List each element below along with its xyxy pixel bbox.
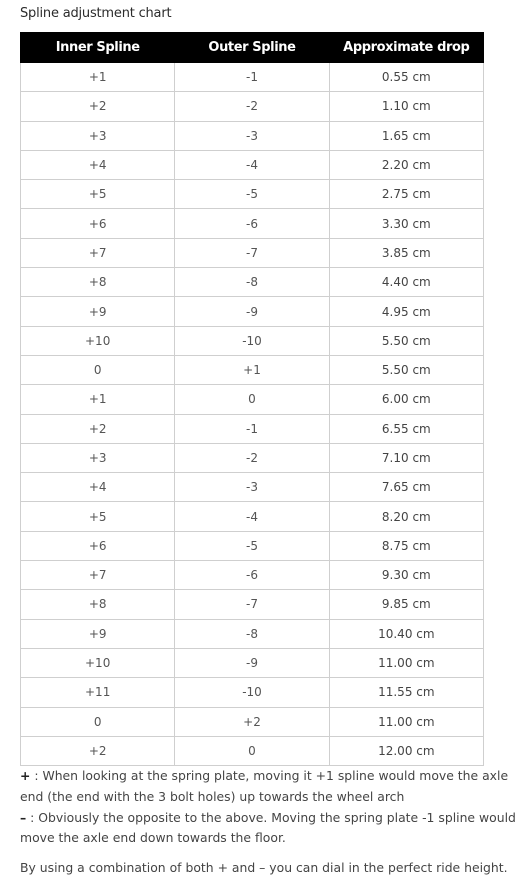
table-row bbox=[21, 736, 484, 765]
approximate-drop-cell: 7.65 cm bbox=[329, 473, 483, 502]
inner-spline-cell: +10 bbox=[21, 326, 175, 355]
outer-spline-cell: -10 bbox=[175, 678, 329, 707]
outer-spline-cell: -5 bbox=[175, 180, 329, 209]
column-header-inner-spline: Inner Spline bbox=[21, 33, 175, 63]
approximate-drop-cell: 4.40 cm bbox=[329, 268, 483, 297]
inner-spline-cell: +2 bbox=[21, 414, 175, 443]
approximate-drop-cell: 9.85 cm bbox=[329, 590, 483, 619]
inner-spline-cell: +5 bbox=[21, 180, 175, 209]
table-body bbox=[21, 63, 484, 766]
plus-note bbox=[20, 766, 520, 808]
inner-spline-cell: +9 bbox=[21, 297, 175, 326]
table-row bbox=[21, 414, 484, 443]
outer-spline-cell: -4 bbox=[175, 150, 329, 179]
inner-spline-cell: +9 bbox=[21, 619, 175, 648]
column-header-approximate-drop: Approximate drop bbox=[329, 33, 483, 63]
table-row bbox=[21, 121, 484, 150]
outer-spline-cell: -8 bbox=[175, 619, 329, 648]
table-header bbox=[21, 33, 484, 63]
inner-spline-cell: +11 bbox=[21, 678, 175, 707]
column-header-outer-spline: Outer Spline bbox=[175, 33, 329, 63]
outer-spline-cell: 0 bbox=[175, 736, 329, 765]
inner-spline-cell: +4 bbox=[21, 150, 175, 179]
outer-spline-cell: -9 bbox=[175, 297, 329, 326]
plus-symbol: + bbox=[20, 768, 31, 783]
outer-spline-cell: -1 bbox=[175, 414, 329, 443]
inner-spline-cell: +4 bbox=[21, 473, 175, 502]
approximate-drop-cell: 5.50 cm bbox=[329, 355, 483, 384]
outer-spline-cell: -6 bbox=[175, 209, 329, 238]
approximate-drop-cell: 3.30 cm bbox=[329, 209, 483, 238]
plus-note-text: : When looking at the spring plate, moving it +1 spline would move the axle end (the end with the 3 bolt holes) up towards the wheel arch bbox=[20, 768, 509, 804]
inner-spline-cell: +5 bbox=[21, 502, 175, 531]
outer-spline-cell: -3 bbox=[175, 473, 329, 502]
table-row bbox=[21, 648, 484, 677]
approximate-drop-cell: 10.40 cm bbox=[329, 619, 483, 648]
inner-spline-cell: +7 bbox=[21, 238, 175, 267]
inner-spline-cell: +1 bbox=[21, 385, 175, 414]
approximate-drop-cell: 5.50 cm bbox=[329, 326, 483, 355]
outer-spline-cell: -8 bbox=[175, 268, 329, 297]
approximate-drop-cell: 11.00 cm bbox=[329, 707, 483, 736]
table-row bbox=[21, 443, 484, 472]
minus-note-text: : Obviously the opposite to the above. Moving the spring plate -1 spline would move the axle end down towards the floor. bbox=[20, 809, 516, 846]
table-row bbox=[21, 707, 484, 736]
table-row bbox=[21, 561, 484, 590]
minus-note bbox=[20, 808, 520, 850]
inner-spline-cell: +8 bbox=[21, 268, 175, 297]
approximate-drop-cell: 4.95 cm bbox=[329, 297, 483, 326]
approximate-drop-cell: 12.00 cm bbox=[329, 736, 483, 765]
outer-spline-cell: -7 bbox=[175, 590, 329, 619]
outer-spline-cell: -6 bbox=[175, 561, 329, 590]
outer-spline-cell: +1 bbox=[175, 355, 329, 384]
inner-spline-cell: +6 bbox=[21, 209, 175, 238]
summary-note: By using a combination of both + and – you can dial in the perfect ride height. bbox=[20, 860, 508, 876]
inner-spline-cell: 0 bbox=[21, 355, 175, 384]
table-row bbox=[21, 238, 484, 267]
table-row bbox=[21, 150, 484, 179]
approximate-drop-cell: 1.10 cm bbox=[329, 92, 483, 121]
approximate-drop-cell: 2.75 cm bbox=[329, 180, 483, 209]
table-row bbox=[21, 619, 484, 648]
page-title: Spline adjustment chart bbox=[20, 6, 172, 21]
inner-spline-cell: +6 bbox=[21, 531, 175, 560]
outer-spline-cell: -9 bbox=[175, 648, 329, 677]
approximate-drop-cell: 7.10 cm bbox=[329, 443, 483, 472]
table-row bbox=[21, 502, 484, 531]
approximate-drop-cell: 2.20 cm bbox=[329, 150, 483, 179]
outer-spline-cell: -10 bbox=[175, 326, 329, 355]
outer-spline-cell: -3 bbox=[175, 121, 329, 150]
approximate-drop-cell: 11.00 cm bbox=[329, 648, 483, 677]
approximate-drop-cell: 3.85 cm bbox=[329, 238, 483, 267]
outer-spline-cell: -7 bbox=[175, 238, 329, 267]
inner-spline-cell: +3 bbox=[21, 443, 175, 472]
table-row bbox=[21, 531, 484, 560]
outer-spline-cell: -4 bbox=[175, 502, 329, 531]
table-row bbox=[21, 326, 484, 355]
outer-spline-cell: -2 bbox=[175, 443, 329, 472]
table-row bbox=[21, 590, 484, 619]
inner-spline-cell: 0 bbox=[21, 707, 175, 736]
approximate-drop-cell: 8.20 cm bbox=[329, 502, 483, 531]
approximate-drop-cell: 6.00 cm bbox=[329, 385, 483, 414]
table-row bbox=[21, 63, 484, 92]
approximate-drop-cell: 8.75 cm bbox=[329, 531, 483, 560]
table-row bbox=[21, 268, 484, 297]
inner-spline-cell: +3 bbox=[21, 121, 175, 150]
approximate-drop-cell: 0.55 cm bbox=[329, 63, 483, 92]
inner-spline-cell: +2 bbox=[21, 92, 175, 121]
minus-symbol: – bbox=[20, 809, 27, 825]
inner-spline-cell: +10 bbox=[21, 648, 175, 677]
outer-spline-cell: -1 bbox=[175, 63, 329, 92]
table-row bbox=[21, 473, 484, 502]
table-header-row bbox=[21, 33, 484, 63]
table-row bbox=[21, 355, 484, 384]
table-row bbox=[21, 297, 484, 326]
table-row bbox=[21, 385, 484, 414]
outer-spline-cell: +2 bbox=[175, 707, 329, 736]
approximate-drop-cell: 1.65 cm bbox=[329, 121, 483, 150]
approximate-drop-cell: 11.55 cm bbox=[329, 678, 483, 707]
approximate-drop-cell: 6.55 cm bbox=[329, 414, 483, 443]
inner-spline-cell: +7 bbox=[21, 561, 175, 590]
table-row bbox=[21, 678, 484, 707]
table-row bbox=[21, 209, 484, 238]
approximate-drop-cell: 9.30 cm bbox=[329, 561, 483, 590]
spline-adjustment-table bbox=[20, 32, 484, 766]
outer-spline-cell: -5 bbox=[175, 531, 329, 560]
table-row bbox=[21, 180, 484, 209]
outer-spline-cell: 0 bbox=[175, 385, 329, 414]
outer-spline-cell: -2 bbox=[175, 92, 329, 121]
notes-section bbox=[20, 766, 520, 879]
inner-spline-cell: +1 bbox=[21, 63, 175, 92]
table-row bbox=[21, 92, 484, 121]
inner-spline-cell: +8 bbox=[21, 590, 175, 619]
inner-spline-cell: +2 bbox=[21, 736, 175, 765]
